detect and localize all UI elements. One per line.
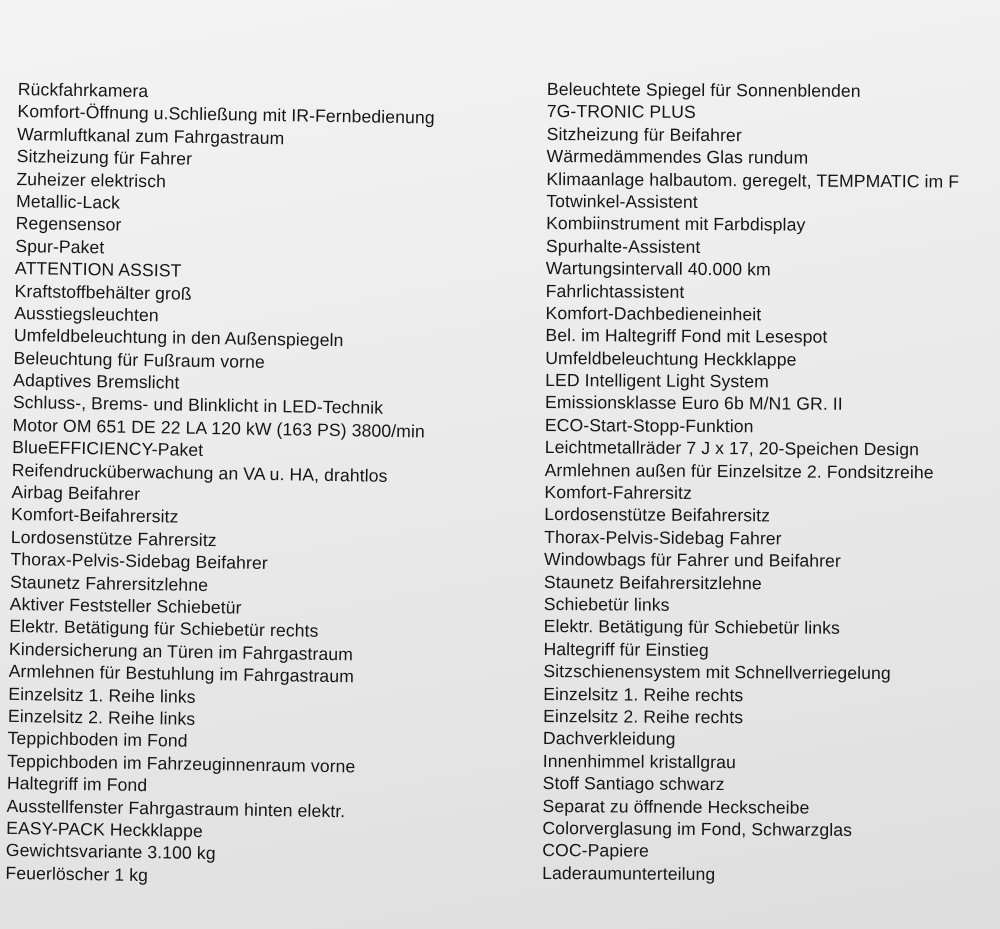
equipment-item: Fahrlichtassistent — [545, 280, 685, 302]
equipment-item: Komfort-Fahrersitz — [544, 482, 692, 503]
equipment-item: Laderaumunterteilung — [542, 862, 716, 884]
equipment-item: Komfort-Beifahrersitz — [10, 504, 179, 527]
equipment-item: Armlehnen für Bestuhlung im Fahrgastraum — [8, 661, 355, 687]
equipment-item: Windowbags für Fahrer und Beifahrer — [543, 549, 841, 572]
equipment-item: Ausstiegsleuchten — [14, 302, 159, 326]
equipment-item: Spur-Paket — [15, 235, 105, 258]
equipment-item: ECO-Start-Stopp-Funktion — [544, 414, 754, 437]
equipment-item: Bel. im Haltegriff Fond mit Lesespot — [545, 325, 828, 348]
equipment-item: Komfort-Öffnung u.Schließung mit IR-Fernbedienung — [17, 101, 435, 128]
equipment-item: Einzelsitz 1. Reihe links — [8, 683, 196, 707]
equipment-item: Ausstellfenster Fahrgastraum hinten elektr. — [6, 795, 346, 821]
equipment-item: Lordosenstütze Fahrersitz — [10, 526, 217, 550]
equipment-item: Motor OM 651 DE 22 LA 120 kW (163 PS) 3800/min — [12, 414, 426, 442]
equipment-item: Lordosenstütze Beifahrersitz — [544, 504, 771, 526]
equipment-item: Einzelsitz 2. Reihe rechts — [543, 705, 744, 728]
equipment-item: Haltegriff im Fond — [6, 773, 148, 796]
equipment-item: Schiebetür links — [543, 593, 670, 615]
equipment-item: Klimaanlage halbautom. geregelt, TEMPMATIC im F — [546, 168, 960, 192]
equipment-item: Feuerlöscher 1 kg — [5, 862, 149, 885]
equipment-item: Warmluftkanal zum Fahrgastraum — [16, 123, 285, 148]
equipment-item: Spurhalte-Assistent — [545, 235, 701, 257]
equipment-item: Teppichboden im Fahrzeuginnenraum vorne — [7, 750, 356, 777]
equipment-item: 7G-TRONIC PLUS — [546, 101, 696, 123]
equipment-item: Elektr. Betätigung für Schiebetür links — [543, 616, 841, 639]
equipment-item: Emissionsklasse Euro 6b M/N1 GR. II — [544, 392, 843, 415]
equipment-item: Airbag Beifahrer — [11, 481, 141, 505]
equipment-item: Stoff Santiago schwarz — [542, 773, 725, 795]
equipment-item: Zuheizer elektrisch — [16, 168, 167, 191]
equipment-item: Einzelsitz 1. Reihe rechts — [543, 683, 744, 705]
equipment-item: Umfeldbeleuchtung in den Außenspiegeln — [13, 325, 344, 351]
equipment-item: Kraftstoffbehälter groß — [14, 280, 192, 304]
equipment-item: Leichtmetallräder 7 J x 17, 20-Speichen Design — [544, 437, 920, 460]
equipment-item: LED Intelligent Light System — [545, 370, 770, 392]
equipment-item: Sitzschienensystem mit Schnellverriegelung — [543, 661, 891, 684]
equipment-item: Sitzheizung für Fahrer — [16, 146, 193, 169]
equipment-item: Einzelsitz 2. Reihe links — [7, 705, 196, 729]
equipment-item: Reifendrucküberwachung an VA u. HA, drahtlos — [11, 459, 388, 486]
equipment-item: Aktiver Feststeller Schiebetür — [9, 593, 242, 618]
equipment-item: Teppichboden im Fond — [7, 728, 188, 752]
equipment-item: Komfort-Dachbedieneinheit — [545, 302, 762, 325]
equipment-item: Umfeldbeleuchtung Heckklappe — [545, 347, 797, 370]
equipment-item: Beleuchtung für Fußraum vorne — [13, 347, 266, 372]
equipment-item: Regensensor — [15, 213, 122, 235]
equipment-item: Schluss-, Brems- und Blinklicht in LED-Technik — [12, 392, 384, 419]
equipment-item: Metallic-Lack — [15, 190, 121, 213]
equipment-item: Thorax-Pelvis-Sidebag Beifahrer — [10, 549, 268, 574]
equipment-list-right — [542, 78, 1000, 887]
equipment-item: Thorax-Pelvis-Sidebag Fahrer — [544, 526, 782, 549]
equipment-item: Haltegriff für Einstieg — [543, 638, 709, 660]
equipment-item: Gewichtsvariante 3.100 kg — [5, 840, 216, 864]
equipment-item: EASY-PACK Heckklappe — [6, 817, 203, 841]
equipment-item: Innenhimmel kristallgrau — [542, 750, 736, 772]
equipment-item: Adaptives Bremslicht — [13, 370, 180, 393]
equipment-item: Totwinkel-Assistent — [546, 190, 698, 212]
equipment-item: Armlehnen außen für Einzelsitze 2. Fondsitzreihe — [544, 459, 934, 483]
equipment-item: COC-Papiere — [542, 840, 650, 861]
equipment-item: Sitzheizung für Beifahrer — [546, 123, 742, 145]
equipment-item: Colorverglasung im Fond, Schwarzglas — [542, 817, 853, 840]
equipment-item: Staunetz Beifahrersitzlehne — [543, 571, 762, 593]
equipment-item: Elektr. Betätigung für Schiebetür rechts — [9, 616, 319, 642]
equipment-item: Wärmedämmendes Glas rundum — [546, 146, 809, 168]
equipment-item: Kombiinstrument mit Farbdisplay — [546, 213, 806, 235]
equipment-item: Kindersicherung an Türen im Fahrgastraum — [8, 638, 354, 665]
equipment-item: Wartungsintervall 40.000 km — [545, 258, 771, 280]
equipment-item: BlueEFFICIENCY-Paket — [12, 437, 204, 461]
equipment-item: Separat zu öffnende Heckscheibe — [542, 795, 810, 818]
equipment-item: Rückfahrkamera — [17, 78, 149, 102]
equipment-list-left — [5, 78, 533, 892]
equipment-item: ATTENTION ASSIST — [14, 258, 182, 281]
equipment-item: Dachverkleidung — [542, 728, 676, 750]
equipment-item: Beleuchtete Spiegel für Sonnenblenden — [546, 78, 861, 101]
equipment-item: Staunetz Fahrersitzlehne — [9, 571, 209, 595]
